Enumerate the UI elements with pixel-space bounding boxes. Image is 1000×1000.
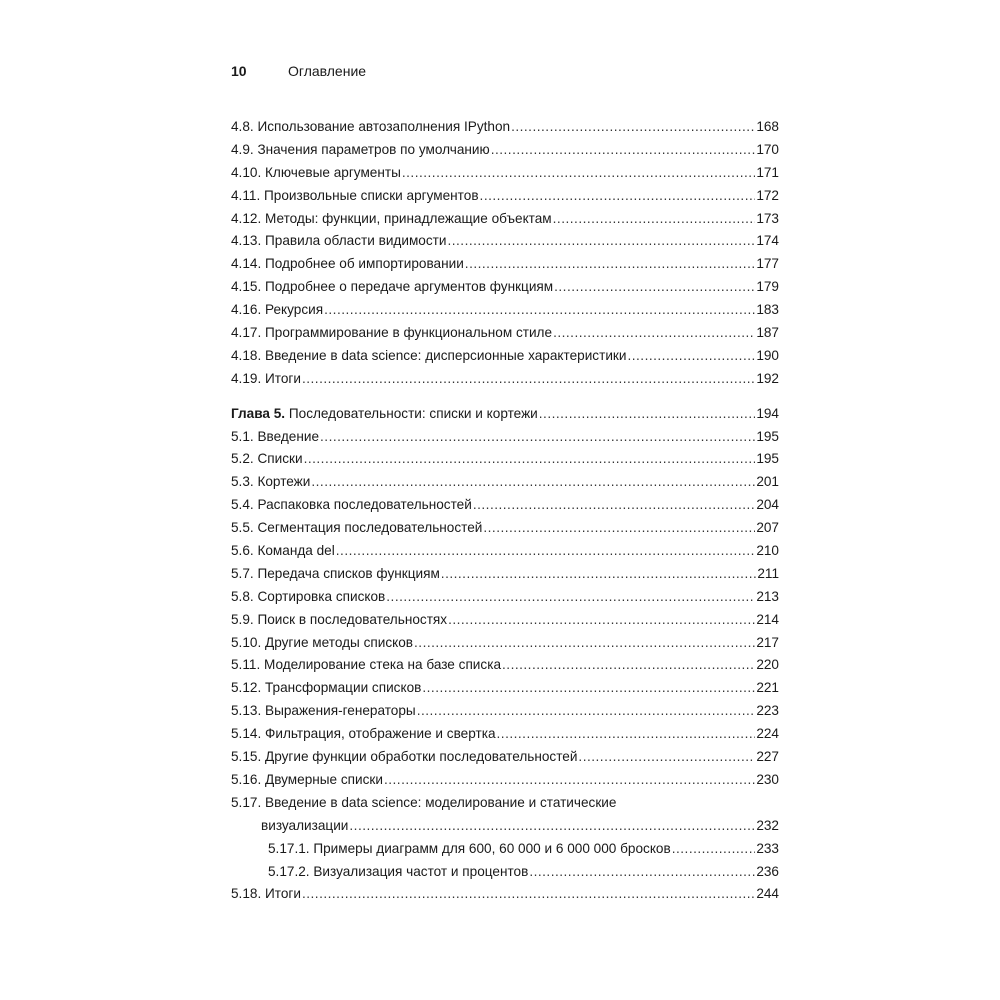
toc-entry-title <box>231 563 440 586</box>
toc-entry-title <box>231 185 479 208</box>
toc-entry <box>231 345 779 368</box>
toc-entry-page: 213 <box>756 588 779 604</box>
toc-entry <box>231 815 779 838</box>
toc-entry-page: 170 <box>756 141 779 157</box>
toc-entry-text: 4.9. Значения параметров по умолчанию <box>231 141 490 157</box>
toc-entry-text: 5.7. Передача списков функциям <box>231 565 440 581</box>
toc-entry-title <box>231 299 323 322</box>
toc-entry-page: 236 <box>756 863 779 879</box>
toc-entry-page: 168 <box>756 119 779 134</box>
toc-entry <box>231 677 779 700</box>
toc-entry-title <box>231 517 482 540</box>
toc-entry-text: 4.12. Методы: функции, принадлежащие объектам <box>231 210 552 226</box>
toc-entry <box>231 185 779 208</box>
toc-entry-page: 179 <box>756 279 779 295</box>
dot-leader <box>349 815 755 838</box>
toc-entry-title <box>231 723 496 746</box>
toc-entry-text: 5.12. Трансформации списков <box>231 680 422 696</box>
toc-entry <box>231 861 779 884</box>
dot-leader <box>480 185 756 208</box>
toc-entry-page: 244 <box>756 886 779 902</box>
toc-entry-title <box>231 540 335 563</box>
table-of-contents <box>231 116 779 906</box>
toc-entry-page: 190 <box>756 347 779 363</box>
dot-leader <box>502 654 755 677</box>
dot-leader <box>441 563 757 586</box>
toc-entry-page: 174 <box>756 233 779 249</box>
toc-entry-page: 192 <box>756 370 779 386</box>
toc-entry-title <box>231 609 447 632</box>
toc-entry <box>231 208 779 231</box>
toc-entry-text: 5.9. Поиск в последовательностях <box>231 611 448 627</box>
toc-entry <box>231 471 779 494</box>
toc-entry-title <box>231 345 626 368</box>
toc-entry-page: 171 <box>756 164 779 180</box>
toc-entry-text: 4.14. Подробнее об импортировании <box>231 256 464 272</box>
toc-entry <box>231 632 779 655</box>
toc-entry-page: 224 <box>756 726 779 742</box>
toc-entry <box>231 230 779 253</box>
dot-leader <box>302 883 755 906</box>
toc-entry-title <box>231 746 577 769</box>
toc-entry <box>231 700 779 723</box>
toc-entry <box>231 517 779 540</box>
dot-leader <box>627 345 755 368</box>
dot-leader <box>529 861 755 884</box>
toc-entry <box>231 883 779 906</box>
toc-entry-page: 232 <box>756 817 779 833</box>
toc-entry-title <box>268 838 671 861</box>
toc-entry-title <box>231 677 421 700</box>
toc-entry <box>231 563 779 586</box>
toc-entry-page: 187 <box>756 325 779 341</box>
toc-entry <box>231 654 779 677</box>
dot-leader <box>491 139 756 162</box>
toc-entry-page: 230 <box>756 771 779 787</box>
toc-entry-text: 4.17. Программирование в функциональном стиле <box>231 325 553 341</box>
toc-entry-text: 5.4. Распаковка последовательностей <box>231 497 472 513</box>
dot-leader <box>304 448 756 471</box>
dot-leader <box>553 208 756 231</box>
toc-entry-page: 217 <box>756 634 779 650</box>
dot-leader <box>511 116 755 139</box>
dot-leader <box>465 253 756 276</box>
toc-entry-title <box>231 426 319 449</box>
toc-entry-title <box>231 276 553 299</box>
dot-leader <box>483 517 755 540</box>
toc-entry-page: 223 <box>756 703 779 719</box>
toc-entry-page: 233 <box>756 840 779 856</box>
toc-entry-page: 201 <box>756 474 779 490</box>
toc-entry <box>231 769 779 792</box>
toc-entry <box>231 162 779 185</box>
toc-entry-title <box>231 586 385 609</box>
toc-entry-title <box>231 322 552 345</box>
toc-entry <box>231 448 779 471</box>
toc-entry-text: 5.16. Двумерные списки <box>231 771 383 787</box>
toc-entry-text: 5.10. Другие методы списков <box>231 634 414 650</box>
toc-entry-title <box>231 208 552 231</box>
toc-entry-text: 4.13. Правила области видимости <box>231 233 447 249</box>
dot-leader <box>554 276 755 299</box>
toc-entry <box>231 426 779 449</box>
dot-leader <box>320 426 755 449</box>
dot-leader <box>539 403 756 426</box>
toc-entry-text: 5.13. Выражения-генераторы <box>231 703 416 719</box>
toc-entry-text: 5.1. Введение <box>231 428 320 444</box>
toc-entry-page: 195 <box>756 428 779 444</box>
toc-entry-text: 5.3. Кортежи <box>231 474 311 490</box>
toc-entry-text: 4.11. Произвольные списки аргументов <box>231 187 479 203</box>
toc-entry-text: 5.5. Сегментация последовательностей <box>231 520 483 536</box>
toc-entry-page: 183 <box>756 302 779 318</box>
toc-entry-title <box>231 883 301 906</box>
dot-leader <box>302 368 755 391</box>
toc-entry <box>231 723 779 746</box>
toc-entry-page: 221 <box>756 680 779 696</box>
toc-entry-title <box>261 815 348 838</box>
toc-entry <box>231 368 779 391</box>
toc-entry <box>231 322 779 345</box>
dot-leader <box>417 700 756 723</box>
dot-leader <box>422 677 755 700</box>
toc-entry-page: 204 <box>756 497 779 513</box>
toc-entry-text: 4.15. Подробнее о передаче аргументов функциям <box>231 279 554 295</box>
toc-entry-page: 214 <box>756 611 779 627</box>
toc-entry-page: 207 <box>756 520 779 536</box>
toc-entry <box>231 139 779 162</box>
toc-entry-page: 173 <box>756 210 779 226</box>
toc-entry-title <box>231 162 401 185</box>
toc-entry-text: 4.10. Ключевые аргументы <box>231 164 401 180</box>
toc-entry-text: 4.16. Рекурсия <box>231 302 324 318</box>
toc-entry <box>231 116 779 139</box>
toc-entry-text: 5.17. Введение в data science: моделирование и статические <box>231 794 617 810</box>
dot-leader <box>336 540 756 563</box>
toc-entry <box>231 299 779 322</box>
toc-entry-text: 5.11. Моделирование стека на базе списка <box>231 657 502 673</box>
toc-entry-text: 5.14. Фильтрация, отображение и свертка <box>231 726 496 742</box>
toc-entry <box>231 609 779 632</box>
toc-entry <box>231 494 779 517</box>
toc-entry-title <box>231 654 501 677</box>
toc-entry-title <box>231 230 446 253</box>
running-header <box>231 63 366 79</box>
toc-entry-text: 5.15. Другие функции обработки последовательностей <box>231 749 578 765</box>
dot-leader <box>311 471 755 494</box>
toc-entry-title <box>231 368 301 391</box>
toc-entry-text: 5.18. Итоги <box>231 886 301 902</box>
toc-entry-text: 5.2. Списки <box>231 451 303 467</box>
toc-entry-title <box>268 861 528 884</box>
toc-entry-text: 5.17.1. Примеры диаграмм для 600, 60 000 и 6 000 000 бросков <box>268 840 671 856</box>
toc-entry-title <box>231 700 416 723</box>
toc-entry-text: 4.8. Использование автозаполнения IPython <box>231 119 511 134</box>
dot-leader <box>402 162 755 185</box>
toc-entry-title <box>231 632 413 655</box>
toc-entry <box>231 746 779 769</box>
toc-entry-title <box>231 403 538 426</box>
toc-entry-title <box>231 792 616 815</box>
toc-entry-title <box>231 448 303 471</box>
dot-leader <box>386 586 755 609</box>
toc-entry-title <box>231 769 383 792</box>
toc-entry-text: Последовательности: списки и кортежи <box>288 405 538 421</box>
toc-entry-text: 5.17.2. Визуализация частот и процентов <box>268 863 529 879</box>
toc-entry <box>231 586 779 609</box>
running-title: Оглавление <box>288 63 367 79</box>
dot-leader <box>414 632 755 655</box>
toc-entry-text: 4.18. Введение в data science: дисперсионные характеристики <box>231 347 627 363</box>
toc-entry <box>231 540 779 563</box>
dot-leader <box>497 723 756 746</box>
toc-entry-page: 177 <box>756 256 779 272</box>
dot-leader <box>448 609 755 632</box>
toc-entry-title <box>231 139 490 162</box>
toc-entry-title <box>231 116 510 139</box>
toc-entry-page: 195 <box>756 451 779 467</box>
toc-entry <box>231 276 779 299</box>
toc-entry-page: 194 <box>756 405 779 421</box>
toc-entry-text: 4.19. Итоги <box>231 370 301 386</box>
dot-leader <box>672 838 756 861</box>
chapter-label: Глава 5. <box>231 405 286 421</box>
toc-entry-page: 227 <box>756 749 779 765</box>
toc-entry-page: 172 <box>756 187 779 203</box>
toc-entry-title <box>231 494 472 517</box>
toc-entry <box>231 792 779 815</box>
page-number: 10 <box>231 63 247 79</box>
toc-entry <box>231 253 779 276</box>
dot-leader <box>447 230 755 253</box>
dot-leader <box>578 746 755 769</box>
dot-leader <box>553 322 755 345</box>
toc-entry-page: 220 <box>756 657 779 673</box>
dot-leader <box>473 494 755 517</box>
toc-entry-title <box>231 253 464 276</box>
toc-entry-text: 5.8. Сортировка списков <box>231 588 386 604</box>
toc-entry <box>231 403 779 426</box>
toc-entry-page: 210 <box>756 543 779 559</box>
toc-entry <box>231 838 779 861</box>
dot-leader <box>324 299 755 322</box>
toc-entry-page: 211 <box>757 565 779 581</box>
toc-entry-text: визуализации <box>261 817 349 833</box>
dot-leader <box>384 769 755 792</box>
toc-entry-title <box>231 471 310 494</box>
toc-entry-text: 5.6. Команда del <box>231 543 335 559</box>
